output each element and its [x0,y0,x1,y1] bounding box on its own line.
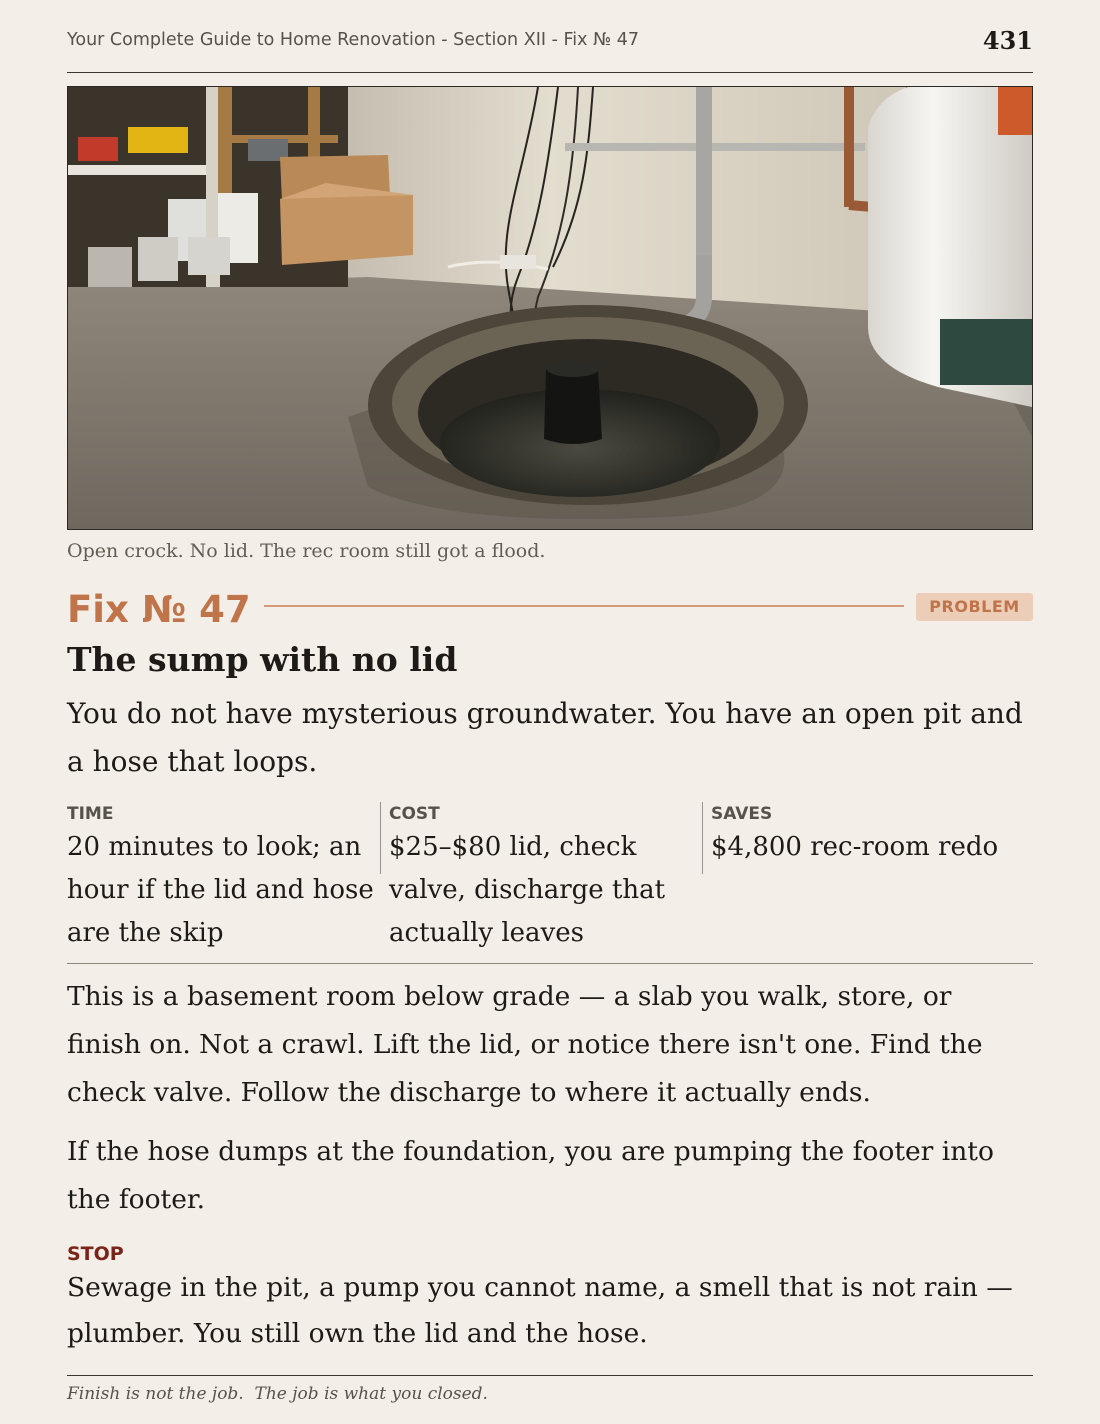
stat-time-value: 20 minutes to look; an hour if the lid and hose are the skip [67,832,374,948]
sump-pit-photo [67,86,1033,530]
book-page [67,0,1033,1424]
stop-text: Sewage in the pit, a pump you cannot name, a smell that is not rain — plumber. You still own the lid and the hose. [67,1272,1013,1349]
fix-heading-rule [264,605,904,607]
stat-saves-label: SAVES [711,804,773,824]
stat-cost-value: $25–$80 lid, check valve, discharge that actually leaves [389,832,666,948]
stat-saves [702,802,1031,869]
page-number: 431 [982,26,1033,55]
stop-label: STOP [67,1243,124,1265]
stats-block [67,802,1033,952]
fix-lede: You do not have mysterious groundwater. You have an open pit and a hose that loops. [67,697,1023,778]
running-title: Your Complete Guide to Home Renovation - Section XII - Fix № 47 [67,30,640,50]
fix-headline: The sump with no lid [67,640,458,679]
photo-caption: Open crock. No lid. The rec room still got a flood. [67,540,546,562]
stats-rule [67,963,1033,964]
stat-cost [380,802,709,955]
stat-cost-label: COST [389,804,440,824]
stat-saves-value: $4,800 rec-room redo [711,832,999,862]
fix-heading-row [67,588,1033,636]
stat-time [67,802,387,955]
page-footer: Finish is not the job. The job is what you closed. [67,1384,488,1404]
stat-time-label: TIME [67,804,114,824]
running-header [67,26,1033,58]
footer-rule [67,1375,1033,1376]
fix-number: Fix № 47 [67,588,251,631]
header-rule [67,72,1033,73]
body-paragraph: If the hose dumps at the foundation, you are pumping the footer into the footer. [67,1136,994,1215]
body-paragraph: This is a basement room below grade — a slab you walk, store, or finish on. Not a crawl. Lift the lid, or notice there isn't one. Find the check valve. Follow the discharge to where it actually ends. [67,981,983,1108]
problem-badge: PROBLEM [916,593,1033,621]
